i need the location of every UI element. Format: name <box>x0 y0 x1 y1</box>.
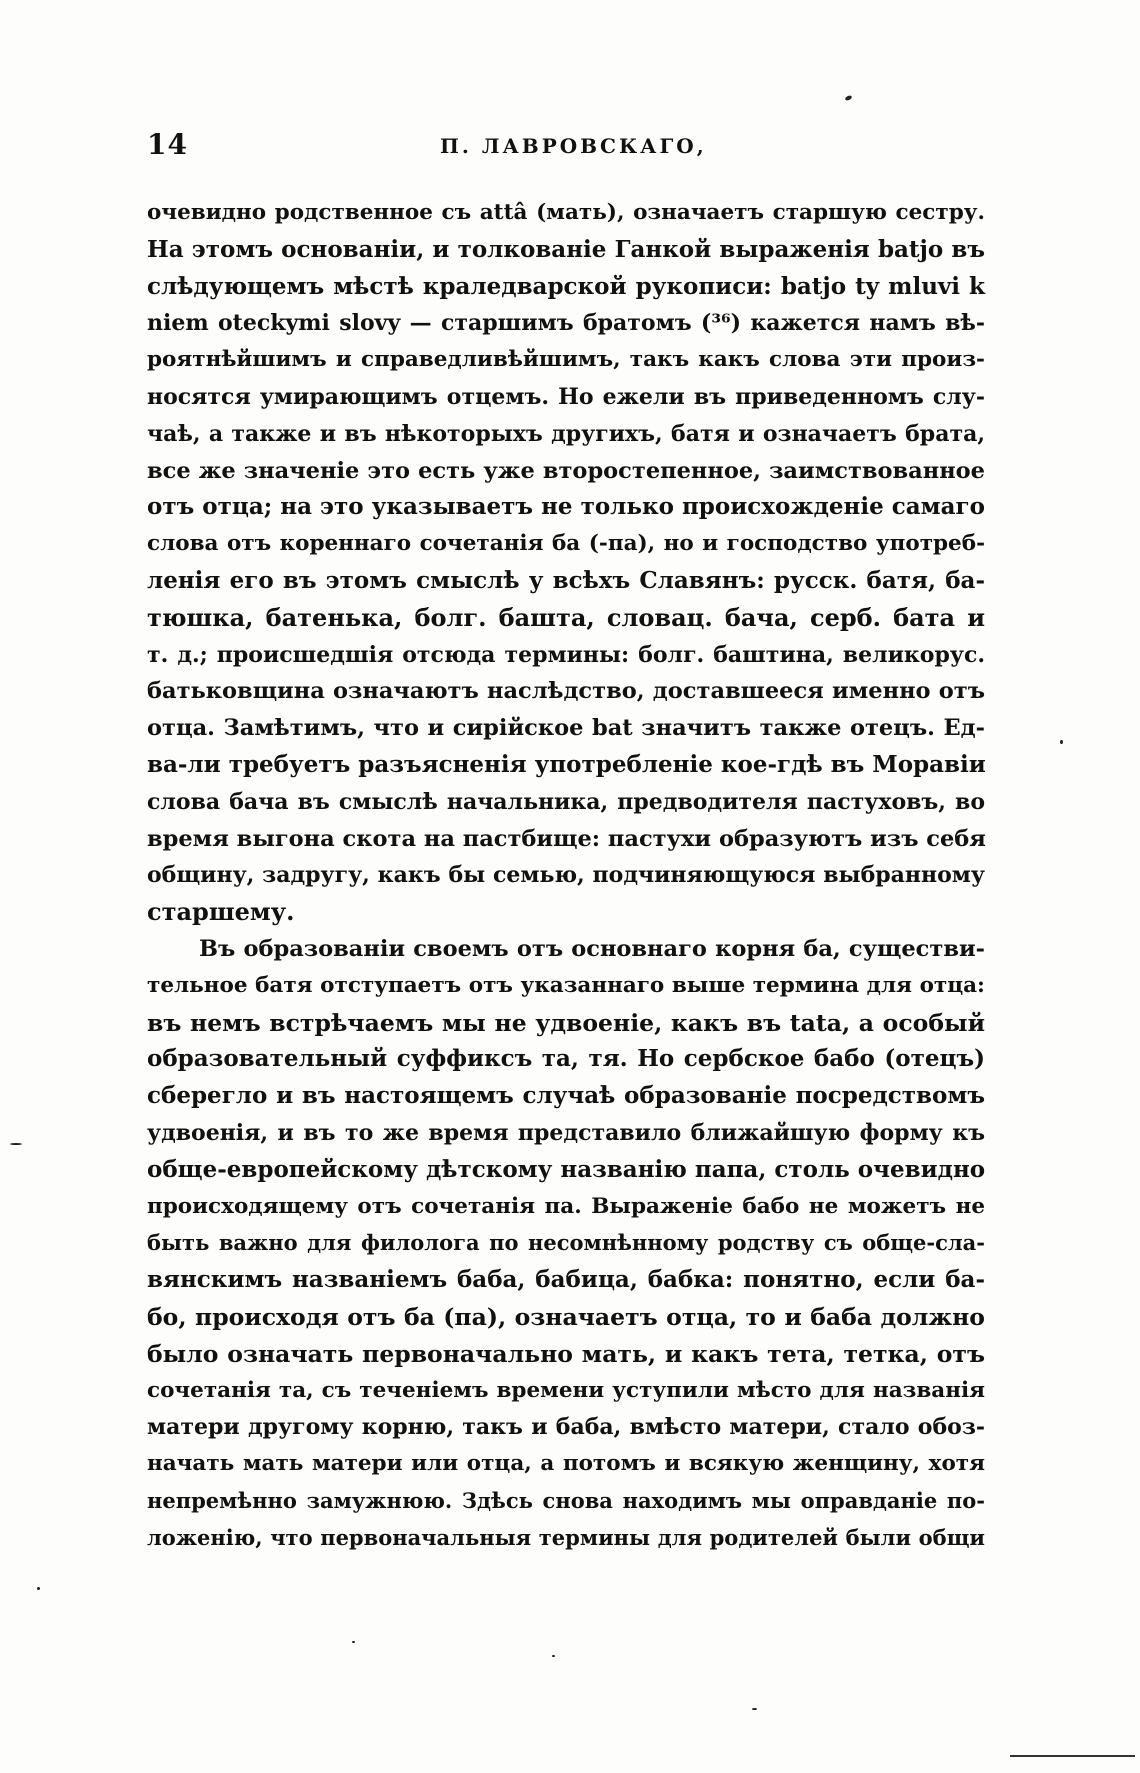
text-line: происходящему отъ сочетанія па. Выраженіе бабо не можетъ не <box>147 1193 985 1219</box>
scan-edge-rule <box>1010 1755 1135 1757</box>
text-line: бо, происходя отъ ба (па), означаетъ отца, то и баба должно <box>147 1302 985 1331</box>
text-line: роятнѣйшимъ и справедливѣйшимъ, такъ какъ слова эти произ- <box>147 347 985 373</box>
text-line: niem oteckymi slovy — старшимъ братомъ (³⁶) кажется намъ вѣ- <box>147 310 985 337</box>
text-line: ленія его въ этомъ смыслѣ у всѣхъ Славянъ: русск. батя, ба- <box>147 566 985 594</box>
text-line: ложенію, что первоначальныя термины для родителей были общи <box>147 1524 985 1550</box>
running-head: П. ЛАВРОВСКАГО, <box>440 134 707 158</box>
text-line: отца. Замѣтимъ, что и сирійское bat значитъ также отецъ. Ед- <box>147 715 985 742</box>
text-line: т. д.; происшедшія отсюда термины: болг. баштина, великорус. <box>147 641 985 668</box>
text-line: ва-ли требуетъ разъясненія употребленіе кое-гдѣ въ Моравіи <box>147 750 986 778</box>
text-line: матери другому корню, такъ и баба, вмѣсто матери, стало обоз- <box>147 1414 985 1441</box>
text-line: было означать первоначально мать, и какъ тета, тетка, отъ <box>147 1339 985 1368</box>
text-line: общину, задругу, какъ бы семью, подчиняющуюся выбранному <box>147 862 985 889</box>
text-line: батьковщина означаютъ наслѣдство, доставшееся именно отъ <box>147 678 985 705</box>
paragraph-end-line: старшему. <box>147 897 295 927</box>
text-line: быть важно для филолога по несомнѣнному родству съ обще-сла- <box>147 1230 985 1256</box>
text-line: очевидно родственное съ attâ (мать), означаетъ старшую сестру. <box>147 200 985 225</box>
text-line: все же значеніе это есть уже второстепенное, заимствованное <box>147 457 985 484</box>
scan-speck <box>552 1655 555 1657</box>
text-line: непремѣнно замужнюю. Здѣсь снова находимъ мы оправданіе по- <box>147 1487 985 1513</box>
text-line: носятся умирающимъ отцемъ. Но ежели въ приведенномъ слу- <box>147 383 985 410</box>
body-text <box>147 195 985 1556</box>
text-line: сберегло и въ настоящемъ случаѣ образованіе посредствомъ <box>147 1082 985 1110</box>
text-line: слѣдующемъ мѣстѣ краледварской рукописи: batjo ty mluvi k <box>147 272 985 300</box>
text-line: тельное батя отступаетъ отъ указаннаго выше термина для отца: <box>147 972 985 998</box>
text-line: отъ отца; на это указываетъ не только происхожденіе самаго <box>147 493 985 521</box>
text-line: слова отъ кореннаго сочетанія ба (-па), но и господство употреб- <box>147 531 985 557</box>
scan-speck <box>844 95 852 102</box>
text-line: сочетанія та, съ теченіемъ времени уступили мѣсто для названія <box>147 1377 985 1403</box>
text-line: На этомъ основаніи, и толкованіе Ганкой выраженія batjo въ <box>147 235 985 263</box>
scan-speck <box>752 1708 757 1710</box>
text-line: образовательный суффиксъ та, тя. Но сербское бабо (отецъ) <box>147 1045 985 1073</box>
text-line: начать мать матери или отца, а потомъ и всякую женщину, хотя <box>147 1451 985 1477</box>
scan-speck <box>352 1641 355 1643</box>
text-line: обще-европейскому дѣтскому названію папа, столь очевидно <box>147 1155 986 1183</box>
scan-speck <box>37 1587 40 1590</box>
text-line: удвоенія, и въ то же время представило ближайшую форму къ <box>147 1119 985 1146</box>
scan-speck <box>1060 740 1063 744</box>
text-line: въ немъ встрѣчаемъ мы не удвоеніе, какъ въ tata, а особый <box>147 1008 985 1037</box>
text-line: тюшка, батенька, болг. башта, словац. бача, серб. бата и <box>147 602 985 632</box>
scan-speck <box>10 1143 22 1145</box>
text-line: время выгона скота на пастбище: пастухи образуютъ изъ себя <box>147 825 986 852</box>
text-line: чаѣ, а также и въ нѣкоторыхъ другихъ, батя и означаетъ брата, <box>147 420 985 447</box>
text-line: слова бача въ смыслѣ начальника, предводителя пастуховъ, во <box>147 788 985 815</box>
text-line: вянскимъ названіемъ баба, бабица, бабка: понятно, если ба- <box>147 1266 985 1294</box>
page-number: 14 <box>147 128 188 161</box>
paragraph-start-line: Въ образованіи своемъ отъ основнаго корня ба, существи- <box>199 935 985 962</box>
